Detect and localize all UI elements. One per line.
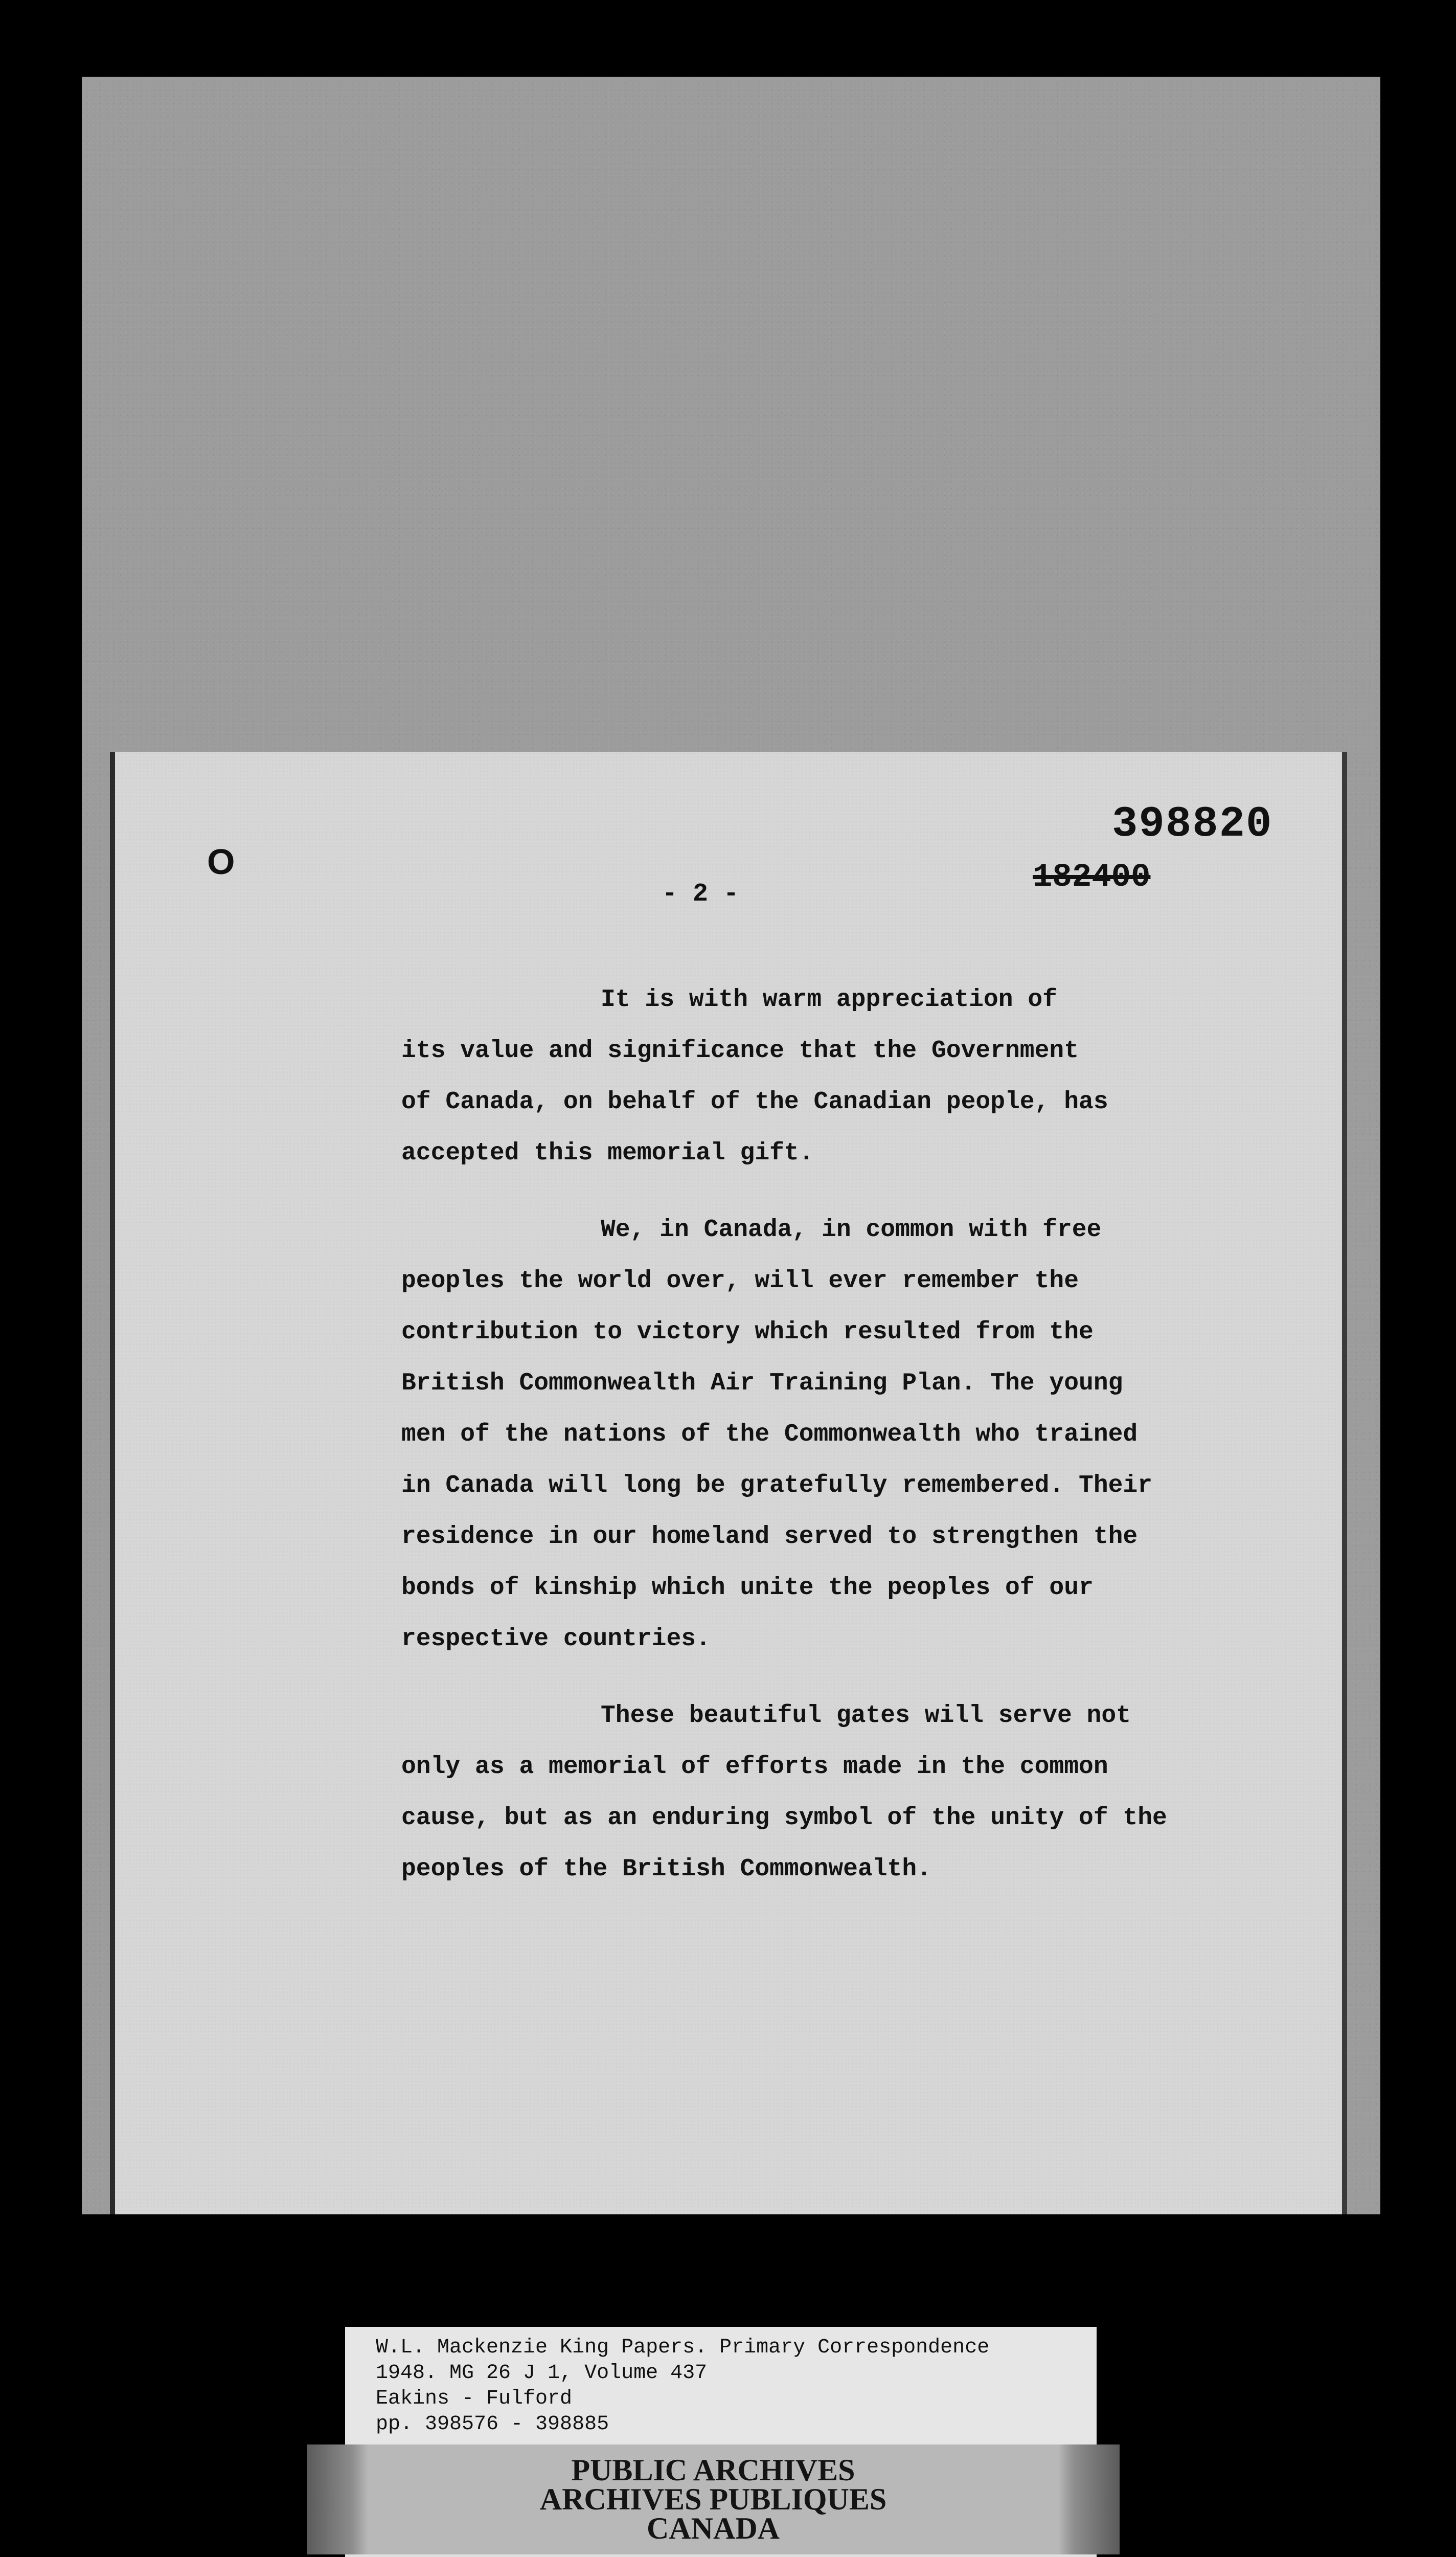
punch-hole-mark: O: [207, 842, 235, 882]
archive-citation-label: [345, 2327, 1097, 2444]
band-line-public-archives: PUBLIC ARCHIVES: [571, 2453, 855, 2487]
band-line-canada: CANADA: [647, 2511, 780, 2545]
public-archives-band: [307, 2444, 1120, 2554]
letter-body: [401, 974, 1245, 1920]
band-line-archives-publiques: ARCHIVES PUBLIQUES: [539, 2482, 887, 2516]
citation-line-1: W.L. Mackenzie King Papers. Primary Correspondence: [376, 2336, 990, 2359]
citation-line-3: Eakins - Fulford: [376, 2387, 573, 2410]
paragraph-1: It is with warm appreciation of its value and significance that the Government of Canada, on behalf of the Canadian people, has accepted this memorial gift.: [401, 986, 1108, 1167]
paragraph-2: We, in Canada, in common with free peoples the world over, will ever remember the contribution to victory which resulted from the British Commonwealth Air Training Plan. The young men of the nations of the Commonwealth who trained in Canada will long be gratefully remembered. Their residence in our homeland served to strengthen the bonds of kinship which unite the peoples of our respective countries.: [401, 1216, 1153, 1653]
page-number-stamp: 398820: [1112, 800, 1273, 849]
band-bottom-strip: [345, 2554, 1097, 2557]
paragraph-3: These beautiful gates will serve not only as a memorial of efforts made in the common cause, but as an enduring symbol of the unity of the peoples of the British Commonwealth.: [401, 1702, 1167, 1883]
page-indicator: - 2 -: [662, 880, 739, 909]
citation-line-2: 1948. MG 26 J 1, Volume 437: [376, 2362, 708, 2385]
citation-line-4: pp. 398576 - 398885: [376, 2413, 609, 2436]
old-page-number-struck: 182400: [1033, 859, 1151, 896]
